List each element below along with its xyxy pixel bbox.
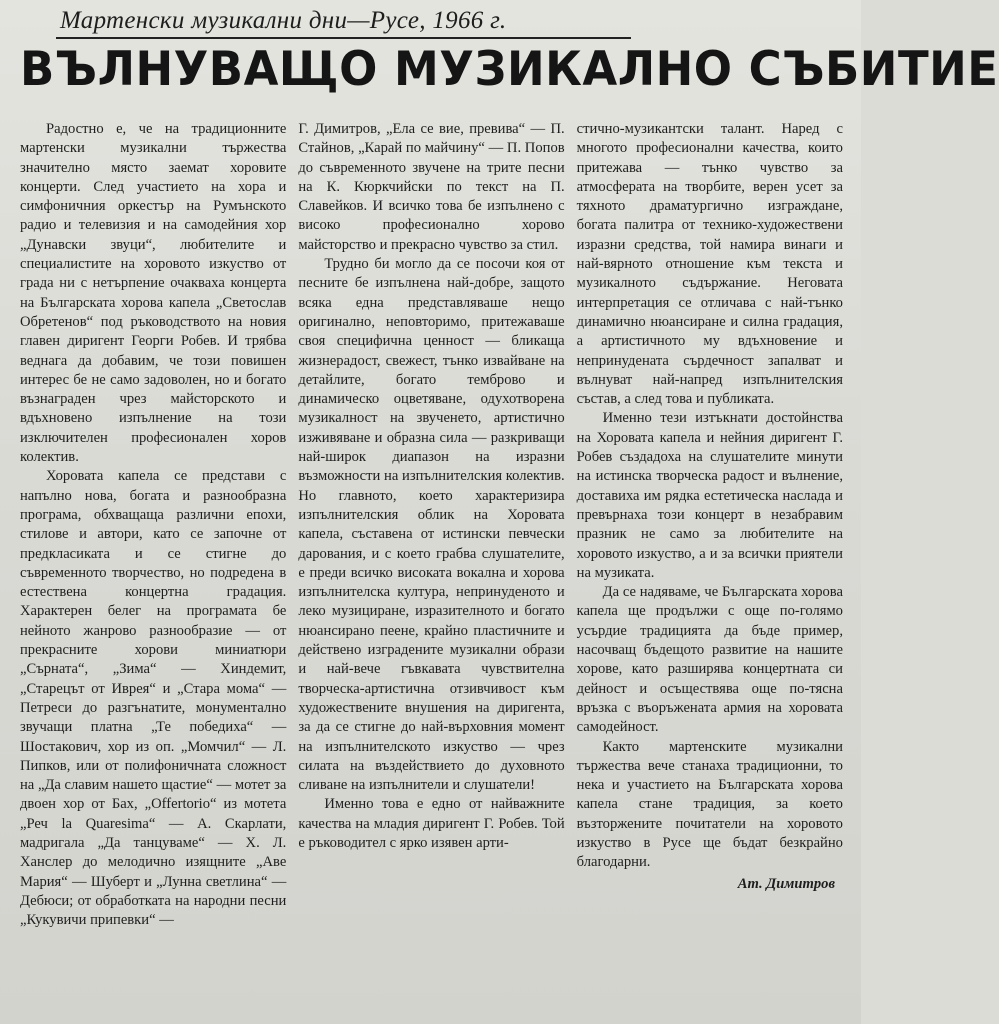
paragraph: Трудно би могло да се посочи коя от песните бе изпълнена най-добре, защото всяка една представляваше нещо оригинално, неповторимо, притежаваше своя специфична ценност — бликаща жизнерадост, свежест, тънко извайване на детайлите, богато темброво и динамическо оцветяване, одухотворена музикалност на звученето, артистично изживяване и образна сила — разкриващи най-широк диапазон на изразни възможности на изпълнителския колектив. Но главното, което характеризира изпълнителския облик на Хоровата капела, съставена от истински певчески дарования, и с което грабва слушателите, е преди всичко високата вокална и хорова изпълнителска култура, непринуденото и леко музициране, изразителното и богато нюансирано пеене, крайно пластичните и действено изградените музикални образи и най-вече гъвкавата чувствителна творческа-артистична отзивчивост към художествените внушения на диригента, за да се стигне до най-върховния момент на изпълнителското изкуство — чрез силата на въздействието до духовното сливане на изпълнители и слушатели! — [298, 256, 565, 794]
paragraph: Радостно е, че на традиционните мартенски музикални тържества значително място заемат хоровите концерти. След участието на хора и симфоничния оркестър на Румънското радио и телевизия и на самодейния хор „Дунавски звуци“, любителите и специалистите на хоровото изкуство от града ни с нетърпение очакваха концерта на Българската хорова капела „Светослав Обретенов“ под ръководството на новия главен диригент Георги Робев. И трябва веднага да добавим, че този повишен интерес бе не само задоволен, но и богато възнаграден чрез майсторското и вдъхновено изпълнение на този изключителен професионален хоров колектив. — [20, 121, 287, 466]
paragraph: Именно това е едно от найважните качества на младия диригент Г. Робев. Той е ръководител с ярко изявен арти- — [298, 796, 565, 851]
header-row — [20, 6, 843, 34]
headline: ВЪЛНУВАЩО МУЗИКАЛНО СЪБИТИЕ — [20, 40, 999, 97]
article-body — [20, 120, 843, 930]
column-2 — [298, 120, 564, 930]
author-signature: Ат. Димитров — [737, 875, 835, 892]
paragraph: Както мартенските музикални тържества вече станаха традиционни, то нека и участието на Българската хорова капела стане традиция, за което възторжените почитатели на хоровото изкуство в Русе ще бъдат безкрайно благодарни. — [576, 738, 843, 871]
paragraph: Именно тези изтъкнати достойнства на Хоровата капела и нейния диригент Г. Робев създадоха на слушателите минути на истинска творческа радост и вълнение, доставиха им рядка естетическа наслада и превърнаха този концерт в незабравим празник не само за любителите на хоровото изкуство, а и за всички приятели на музиката. — [576, 410, 843, 581]
kicker-line: Мартенски музикални дни—Русе, 1966 г. — [60, 7, 507, 34]
column-1 — [20, 120, 286, 930]
column-3 — [577, 120, 843, 930]
paragraph: Да се надяваме, че Българската хорова капела ще продължи с още по-голямо усърдие традицията да бъде пример, насочващ бъдещото развитие на нашите хорове, като разширява концертната си дейност и осъществява още по-тясна връзка с въоръжената армия на хоровата самодейност. — [576, 584, 843, 736]
paragraph: Г. Димитров, „Ела се вие, превива“ — П. Стайнов, „Карай по майчину“ — П. Попов до съвременното звучене на трите песни на К. Кюркчийски по текст на П. Славейков. И всичко това бе изпълнено с високо професионално хорово майсторство и прекрасно чувство за стил. — [298, 121, 565, 253]
paragraph: стично-музикантски талант. Наред с многото професионални качества, които притежава — тънко чувство за атмосферата на творбите, верен усет за тяхното драматургично изграждане, богата палитра от технико-художествени изразни средства, той намира винаги и най-вярното отношение към текста и музикалното съдържание. Неговата интерпретация се отличава с най-тънко динамично нюансиране и силна градация, а артистичното му вдъхновение и непринудената сърдечност запалват и вълнуват най-напред изпълнителския състав, а след това и публиката. — [576, 121, 843, 408]
kicker-underline — [56, 37, 631, 39]
paragraph: Хоровата капела се представи с напълно нова, богата и разнообразна програма, обхващаща различни епохи, стилове и автори, като се започне от предкласиката и се стигне до съвременното творчество, но подредена в естествена концертна градация. Характерен белег на програмата бе нейното жанрово разнообразие — от прекрасните хорови миниатюри „Сърната“, „Зима“ — Хиндемит, „Старецът от Иврея“ и „Стара мома“ — Петреси до разгънатите, монументално звучащи платна „Те победиха“ — Шостакович, хор из оп. „Момчил“ — Л. Пипков, или от полифоничната сложност на „Да славим нашето щастие“ — мотет за двоен хор от Бах, „Offertorio“ из мотета „Реч la Quaresima“ — А. Скарлати, мадригала „Да танцуваме“ — Х. Л. Ханслер до мелодично изящните „Аве Мария“ — Шуберт и „Лунна светлина“ — Дебюси; от обработката на народни песни „Кукувичи припевки“ — — [20, 468, 287, 929]
